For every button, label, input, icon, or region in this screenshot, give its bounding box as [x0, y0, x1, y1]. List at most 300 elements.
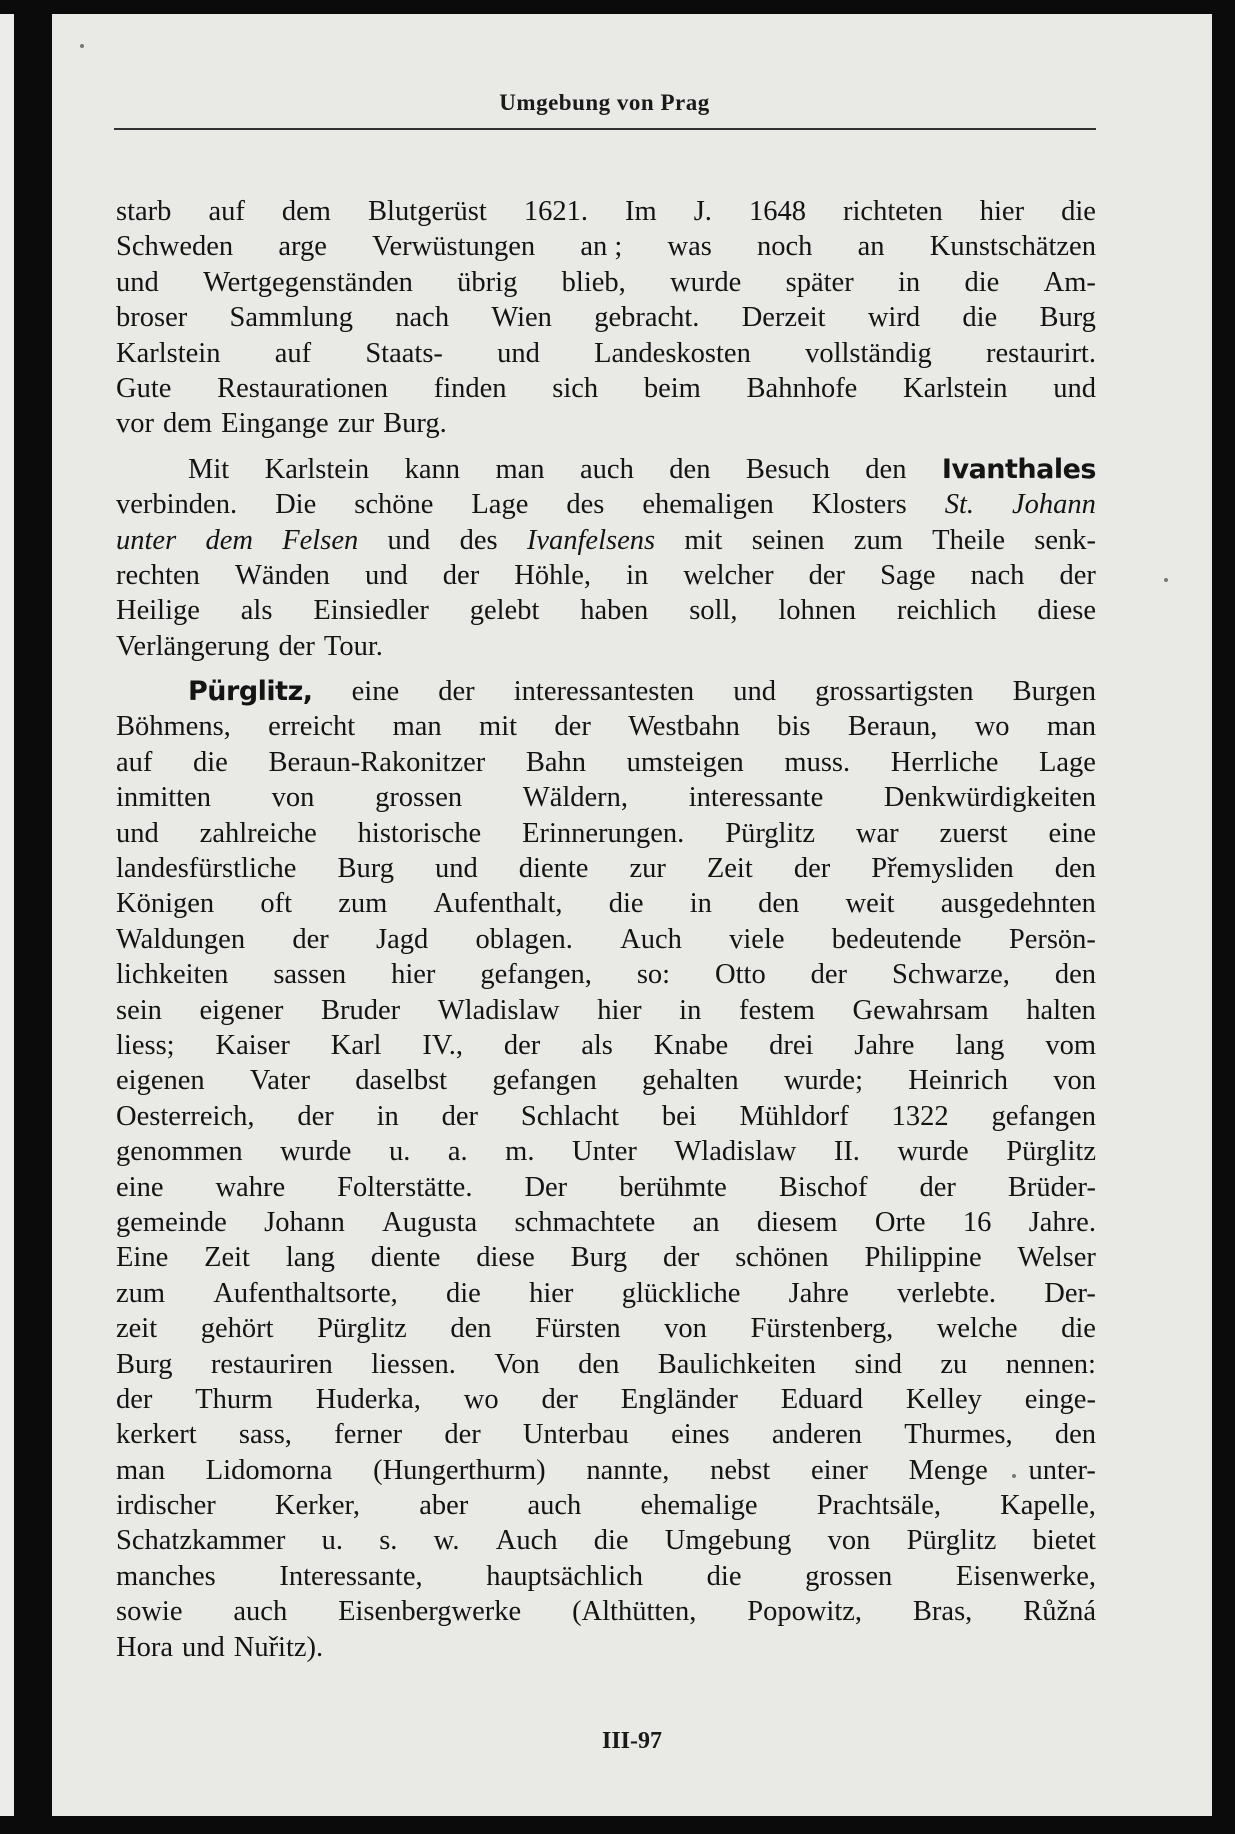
word: Huderka,: [315, 1383, 421, 1415]
word: Aufenthalt,: [433, 888, 563, 920]
word: bis: [777, 711, 811, 743]
word: sassen: [273, 959, 347, 991]
word: lang: [285, 1242, 335, 1274]
word: Interessante,: [279, 1560, 423, 1592]
word: hier: [391, 959, 436, 991]
text-line: [116, 886, 1096, 921]
word: bedeutende: [831, 923, 962, 955]
book-page: [52, 14, 1212, 1816]
word: und: [116, 817, 159, 849]
word: wurde;: [783, 1065, 863, 1097]
word: sich: [552, 372, 599, 404]
word: gebracht.: [594, 302, 700, 334]
text-line: [116, 780, 1096, 815]
text-line: [116, 452, 1096, 487]
word: Besuch: [745, 453, 830, 485]
word: des: [566, 489, 605, 521]
word: Karlstein: [264, 453, 370, 485]
word: Burgen: [1012, 676, 1096, 708]
word: unter: [116, 524, 177, 556]
word: und: [435, 853, 478, 885]
word: zeit: [116, 1313, 158, 1345]
word: Burg: [337, 853, 394, 885]
word: lohnen: [778, 595, 856, 627]
word: wurde: [280, 1136, 352, 1168]
word: Westbahn: [628, 711, 740, 743]
word: der: [116, 1383, 153, 1415]
word: den: [450, 1313, 492, 1345]
text-line: [116, 1523, 1096, 1558]
word: der: [503, 1029, 541, 1061]
word: Pürglitz,: [188, 676, 313, 708]
word: an: [692, 1206, 720, 1238]
word: Höhle,: [514, 559, 592, 591]
word: Böhmens,: [116, 711, 231, 743]
word: zur: [629, 853, 666, 885]
word: u.: [388, 1136, 411, 1168]
word: Burg: [570, 1242, 628, 1274]
word: hier: [529, 1277, 574, 1309]
word: (Hungerthurm): [373, 1454, 546, 1486]
word: Pürglitz: [317, 1313, 407, 1345]
word: Schlacht: [520, 1100, 619, 1132]
word: ausgedehnten: [940, 888, 1096, 920]
word: wo: [463, 1383, 499, 1415]
word: oft: [260, 888, 293, 920]
word: so:: [636, 959, 671, 991]
word: 1621.: [523, 196, 588, 227]
word: Theile: [932, 524, 1005, 556]
word: s.: [379, 1525, 398, 1557]
word: Oesterreich,: [116, 1100, 255, 1132]
word: ehemaligen: [642, 489, 774, 521]
text-line: [116, 523, 1096, 558]
text-line: [116, 406, 1096, 441]
word: Karlstein: [116, 337, 221, 369]
word: landesfürstliche: [116, 853, 297, 885]
word: gehört: [200, 1313, 274, 1345]
word: Zeit: [204, 1242, 250, 1274]
word: des: [459, 524, 498, 556]
word: irdischer: [116, 1490, 216, 1522]
word: wo: [974, 711, 1010, 743]
word: Auch: [495, 1525, 558, 1557]
word: hier: [979, 196, 1025, 227]
word: den: [758, 888, 800, 920]
word: Gewahrsam: [852, 994, 989, 1026]
word: noch: [757, 231, 813, 263]
word: die: [962, 302, 998, 334]
text-line: [116, 1028, 1096, 1063]
word: Derzeit: [741, 302, 826, 334]
word: Eisenwerke,: [955, 1560, 1096, 1592]
word: Bahnhofe: [746, 372, 858, 404]
word: die: [193, 746, 228, 778]
word: Bruder: [321, 994, 401, 1026]
word: verbinden.: [116, 489, 238, 521]
word: Popowitz,: [747, 1596, 863, 1628]
word: haben: [580, 595, 649, 627]
word: mit: [479, 711, 518, 743]
word: der: [442, 559, 480, 591]
word: diese: [476, 1242, 535, 1274]
word: zum: [338, 888, 388, 920]
word: die: [608, 888, 644, 920]
word: Vater: [249, 1065, 311, 1097]
word: festem: [738, 994, 815, 1026]
word: Blutgerüst: [368, 196, 487, 227]
word: Karl: [330, 1029, 382, 1061]
word: Königen: [116, 888, 215, 920]
word: schöne: [354, 489, 434, 521]
word: vor: [116, 408, 154, 440]
word: als: [581, 1029, 613, 1061]
paragraph-gap: [116, 664, 1096, 674]
word: die: [593, 1525, 629, 1557]
word: eine: [1048, 817, 1096, 849]
word: der: [1059, 559, 1096, 591]
word: Persön-: [1008, 923, 1096, 955]
word: Bischof: [778, 1171, 868, 1203]
text-line: [116, 1347, 1096, 1382]
word: Landeskosten: [594, 337, 751, 369]
word: grossen: [805, 1560, 893, 1592]
running-header: Umgebung von Prag: [499, 90, 710, 115]
word: die: [1061, 1313, 1096, 1345]
text-line: [116, 1205, 1096, 1240]
word: Auch: [620, 923, 682, 955]
text-line: [116, 957, 1096, 992]
word: Fürstenberg,: [750, 1313, 894, 1345]
word: glückliche: [621, 1277, 741, 1309]
word: rechten: [116, 559, 200, 591]
word: auf: [274, 337, 312, 369]
word: bietet: [1032, 1525, 1096, 1557]
word: Augusta: [382, 1206, 478, 1238]
word: Pürglitz: [725, 817, 815, 849]
print-speck: [80, 44, 84, 48]
word: gemeinde: [116, 1206, 227, 1238]
word: weit: [845, 888, 895, 920]
word: Lage: [471, 489, 529, 521]
page-number: III-97: [601, 1728, 662, 1754]
word: muss.: [784, 746, 851, 778]
word: grossen: [375, 782, 463, 814]
word: in: [898, 266, 921, 298]
word: die: [706, 1560, 742, 1592]
word: Heinrich: [908, 1065, 1008, 1097]
word: Pürglitz: [1006, 1136, 1096, 1168]
print-speck: [1164, 578, 1168, 582]
word: kann: [404, 453, 460, 485]
word: Mit: [188, 453, 230, 485]
text-line: [116, 851, 1096, 886]
word: Staats-: [365, 337, 443, 369]
word: Thurm: [195, 1383, 273, 1415]
word: eigener: [199, 994, 284, 1026]
word: Knabe: [653, 1029, 729, 1061]
word: übrig: [457, 266, 518, 298]
word: Beraun-Rakonitzer: [268, 746, 486, 778]
word: seinen: [751, 524, 825, 556]
text-line: [116, 229, 1096, 264]
word: Hora: [116, 1631, 173, 1663]
word: (Althütten,: [572, 1596, 697, 1628]
word: Klosters: [811, 489, 907, 521]
word: der: [919, 1171, 956, 1203]
text-line: [116, 816, 1096, 851]
word: den: [578, 1348, 620, 1380]
word: auf: [208, 196, 245, 227]
word: in: [679, 994, 702, 1026]
word: broser: [116, 302, 188, 334]
text-line: [116, 1417, 1096, 1452]
word: liess;: [116, 1029, 175, 1061]
word: Menge: [908, 1454, 988, 1486]
word: eine: [116, 1171, 164, 1203]
word: Wäldern,: [522, 782, 629, 814]
word: eine: [351, 676, 400, 708]
word: der: [793, 853, 831, 885]
word: der: [554, 711, 591, 743]
text-line: [116, 629, 1096, 664]
word: gehalten: [642, 1065, 739, 1097]
word: und: [116, 266, 159, 298]
print-speck: [1012, 1474, 1016, 1478]
word: Jahre.: [1028, 1206, 1096, 1238]
word: der: [297, 1100, 334, 1132]
text-line: [116, 1170, 1096, 1205]
word: richteten: [843, 196, 943, 227]
word: Brüder-: [1007, 1171, 1096, 1203]
word: finden: [433, 372, 507, 404]
word: diente: [518, 853, 589, 885]
word: war: [855, 817, 899, 849]
word: starb: [116, 196, 172, 227]
word: dem: [205, 524, 253, 556]
word: gefangen,: [480, 959, 592, 991]
word: diesem: [756, 1206, 838, 1238]
word: man: [495, 453, 545, 485]
word: historische: [357, 817, 482, 849]
word: Unter: [571, 1136, 637, 1168]
word: arge: [278, 231, 327, 263]
text-line: [116, 1276, 1096, 1311]
word: Jahre: [854, 1029, 915, 1061]
word: Burg: [1039, 302, 1096, 334]
word: von: [1053, 1065, 1096, 1097]
word: Ivanfelsens: [526, 524, 656, 556]
word: interessante: [688, 782, 824, 814]
word: auch: [580, 453, 634, 485]
word: vom: [1045, 1029, 1096, 1061]
word: den: [1054, 853, 1096, 885]
word: diese: [1037, 595, 1096, 627]
word: restauriren: [210, 1348, 333, 1380]
text-line: [116, 993, 1096, 1028]
word: einge-: [1024, 1383, 1096, 1415]
word: man: [1046, 711, 1096, 743]
word: zum: [116, 1277, 166, 1309]
text-line: [116, 1630, 1096, 1665]
word: Die: [275, 489, 317, 521]
word: Engländer: [620, 1383, 738, 1415]
word: nannte,: [586, 1454, 670, 1486]
word: die: [446, 1277, 481, 1309]
word: zahlreiche: [199, 817, 317, 849]
word: Růžná: [1023, 1596, 1096, 1628]
word: vollständig: [805, 337, 932, 369]
word: den: [1054, 1419, 1096, 1451]
word: an: [857, 231, 885, 263]
word: kerkert: [116, 1419, 197, 1451]
word: in: [376, 1100, 399, 1132]
text-line: [116, 194, 1096, 229]
word: Verlängerung: [116, 630, 270, 662]
word: erreicht: [268, 711, 356, 743]
word: Sage: [880, 559, 936, 591]
word: die: [1061, 196, 1096, 227]
word: Herrliche: [890, 746, 999, 778]
word: Wänden: [234, 559, 330, 591]
word: einer: [810, 1454, 868, 1486]
word: und: [181, 1631, 225, 1663]
word: zu: [940, 1348, 968, 1380]
word: Philippine: [864, 1242, 982, 1274]
word: man: [392, 711, 442, 743]
word: hier: [597, 994, 642, 1026]
word: Jagd: [376, 923, 429, 955]
word: Bras,: [912, 1596, 973, 1628]
word: der: [662, 1242, 700, 1274]
word: der: [441, 1100, 478, 1132]
word: Einsiedler: [313, 595, 429, 627]
word: gefangen: [492, 1065, 597, 1097]
word: sein: [116, 994, 162, 1026]
word: unter-: [1028, 1454, 1096, 1486]
word: sass,: [238, 1419, 292, 1451]
word: gelebt: [469, 595, 540, 627]
word: von: [827, 1525, 871, 1557]
text-line: [116, 1134, 1096, 1169]
word: sowie: [116, 1596, 183, 1628]
word: zuerst: [939, 817, 1008, 849]
word: eigenen: [116, 1065, 205, 1097]
word: soll,: [689, 595, 738, 627]
text-line: [116, 336, 1096, 371]
word: von: [664, 1313, 707, 1345]
word: den: [669, 453, 711, 485]
body-text: [116, 194, 1096, 1665]
word: dem: [163, 408, 213, 440]
word: Denkwürdigkeiten: [883, 782, 1096, 814]
text-line: [116, 558, 1096, 593]
word: als: [240, 595, 273, 627]
word: interessantesten: [513, 676, 695, 708]
word: Zeit: [706, 853, 753, 885]
word: Otto: [715, 959, 766, 991]
word: Umgebung: [664, 1525, 792, 1557]
paragraph-gap: [116, 442, 1096, 452]
word: lichkeiten: [116, 959, 229, 991]
word: Lidomorna: [205, 1454, 333, 1486]
word: ferner: [334, 1419, 403, 1451]
text-line: [116, 1099, 1096, 1134]
word: Johann: [1012, 489, 1096, 521]
word: schönen: [735, 1242, 829, 1274]
word: Kelley: [905, 1383, 982, 1415]
word: welcher: [683, 559, 774, 591]
word: Erinnerungen.: [522, 817, 685, 849]
word: a.: [447, 1136, 468, 1168]
word: Eingange: [221, 408, 329, 440]
word: in: [689, 888, 712, 920]
text-line: [116, 1063, 1096, 1098]
word: sind: [854, 1348, 902, 1380]
word: was: [667, 231, 712, 263]
text-line: [116, 371, 1096, 406]
word: anderen: [771, 1419, 863, 1451]
word: Eine: [116, 1242, 169, 1274]
word: grossartigsten: [815, 676, 974, 708]
word: Sammlung: [229, 302, 354, 334]
word: der: [292, 923, 329, 955]
word: senk-: [1034, 524, 1096, 556]
word: Folterstätte.: [337, 1171, 473, 1203]
word: J.: [693, 196, 712, 227]
word: Orte: [874, 1206, 926, 1238]
word: Wladislaw: [674, 1136, 797, 1168]
word: Přemysliden: [871, 853, 1014, 885]
word: Burg.: [383, 408, 447, 440]
word: der: [810, 959, 848, 991]
word: Jahre: [788, 1277, 849, 1309]
word: Bahn: [525, 746, 587, 778]
word: welche: [936, 1313, 1018, 1345]
word: Nuřitz).: [233, 1631, 324, 1663]
word: Baulichkeiten: [657, 1348, 817, 1380]
word: Karlstein: [903, 372, 1008, 404]
word: von: [271, 782, 315, 814]
word: Restaurationen: [217, 372, 389, 404]
word: halten: [1026, 994, 1096, 1026]
word: viele: [729, 923, 785, 955]
word: auch: [527, 1490, 582, 1522]
word: Schatzkammer: [116, 1525, 286, 1557]
word: mit: [684, 524, 723, 556]
word: restaurirt.: [985, 337, 1096, 369]
word: Kerker,: [274, 1490, 361, 1522]
page-edge: [0, 14, 14, 1816]
text-line: [116, 1594, 1096, 1629]
word: Kunstschätzen: [929, 231, 1096, 263]
word: aber: [419, 1490, 469, 1522]
word: zur: [337, 408, 375, 440]
word: wird: [867, 302, 921, 334]
word: nennen:: [1005, 1348, 1096, 1380]
word: der: [444, 1419, 481, 1451]
word: liessen.: [371, 1348, 456, 1380]
word: der: [438, 676, 475, 708]
text-line: [116, 1488, 1096, 1523]
word: inmitten: [116, 782, 211, 814]
word: die: [964, 266, 1000, 298]
word: den: [1054, 959, 1096, 991]
word: ehemalige: [640, 1490, 758, 1522]
text-line: [116, 745, 1096, 780]
word: und: [387, 524, 431, 556]
word: St.: [944, 489, 975, 521]
